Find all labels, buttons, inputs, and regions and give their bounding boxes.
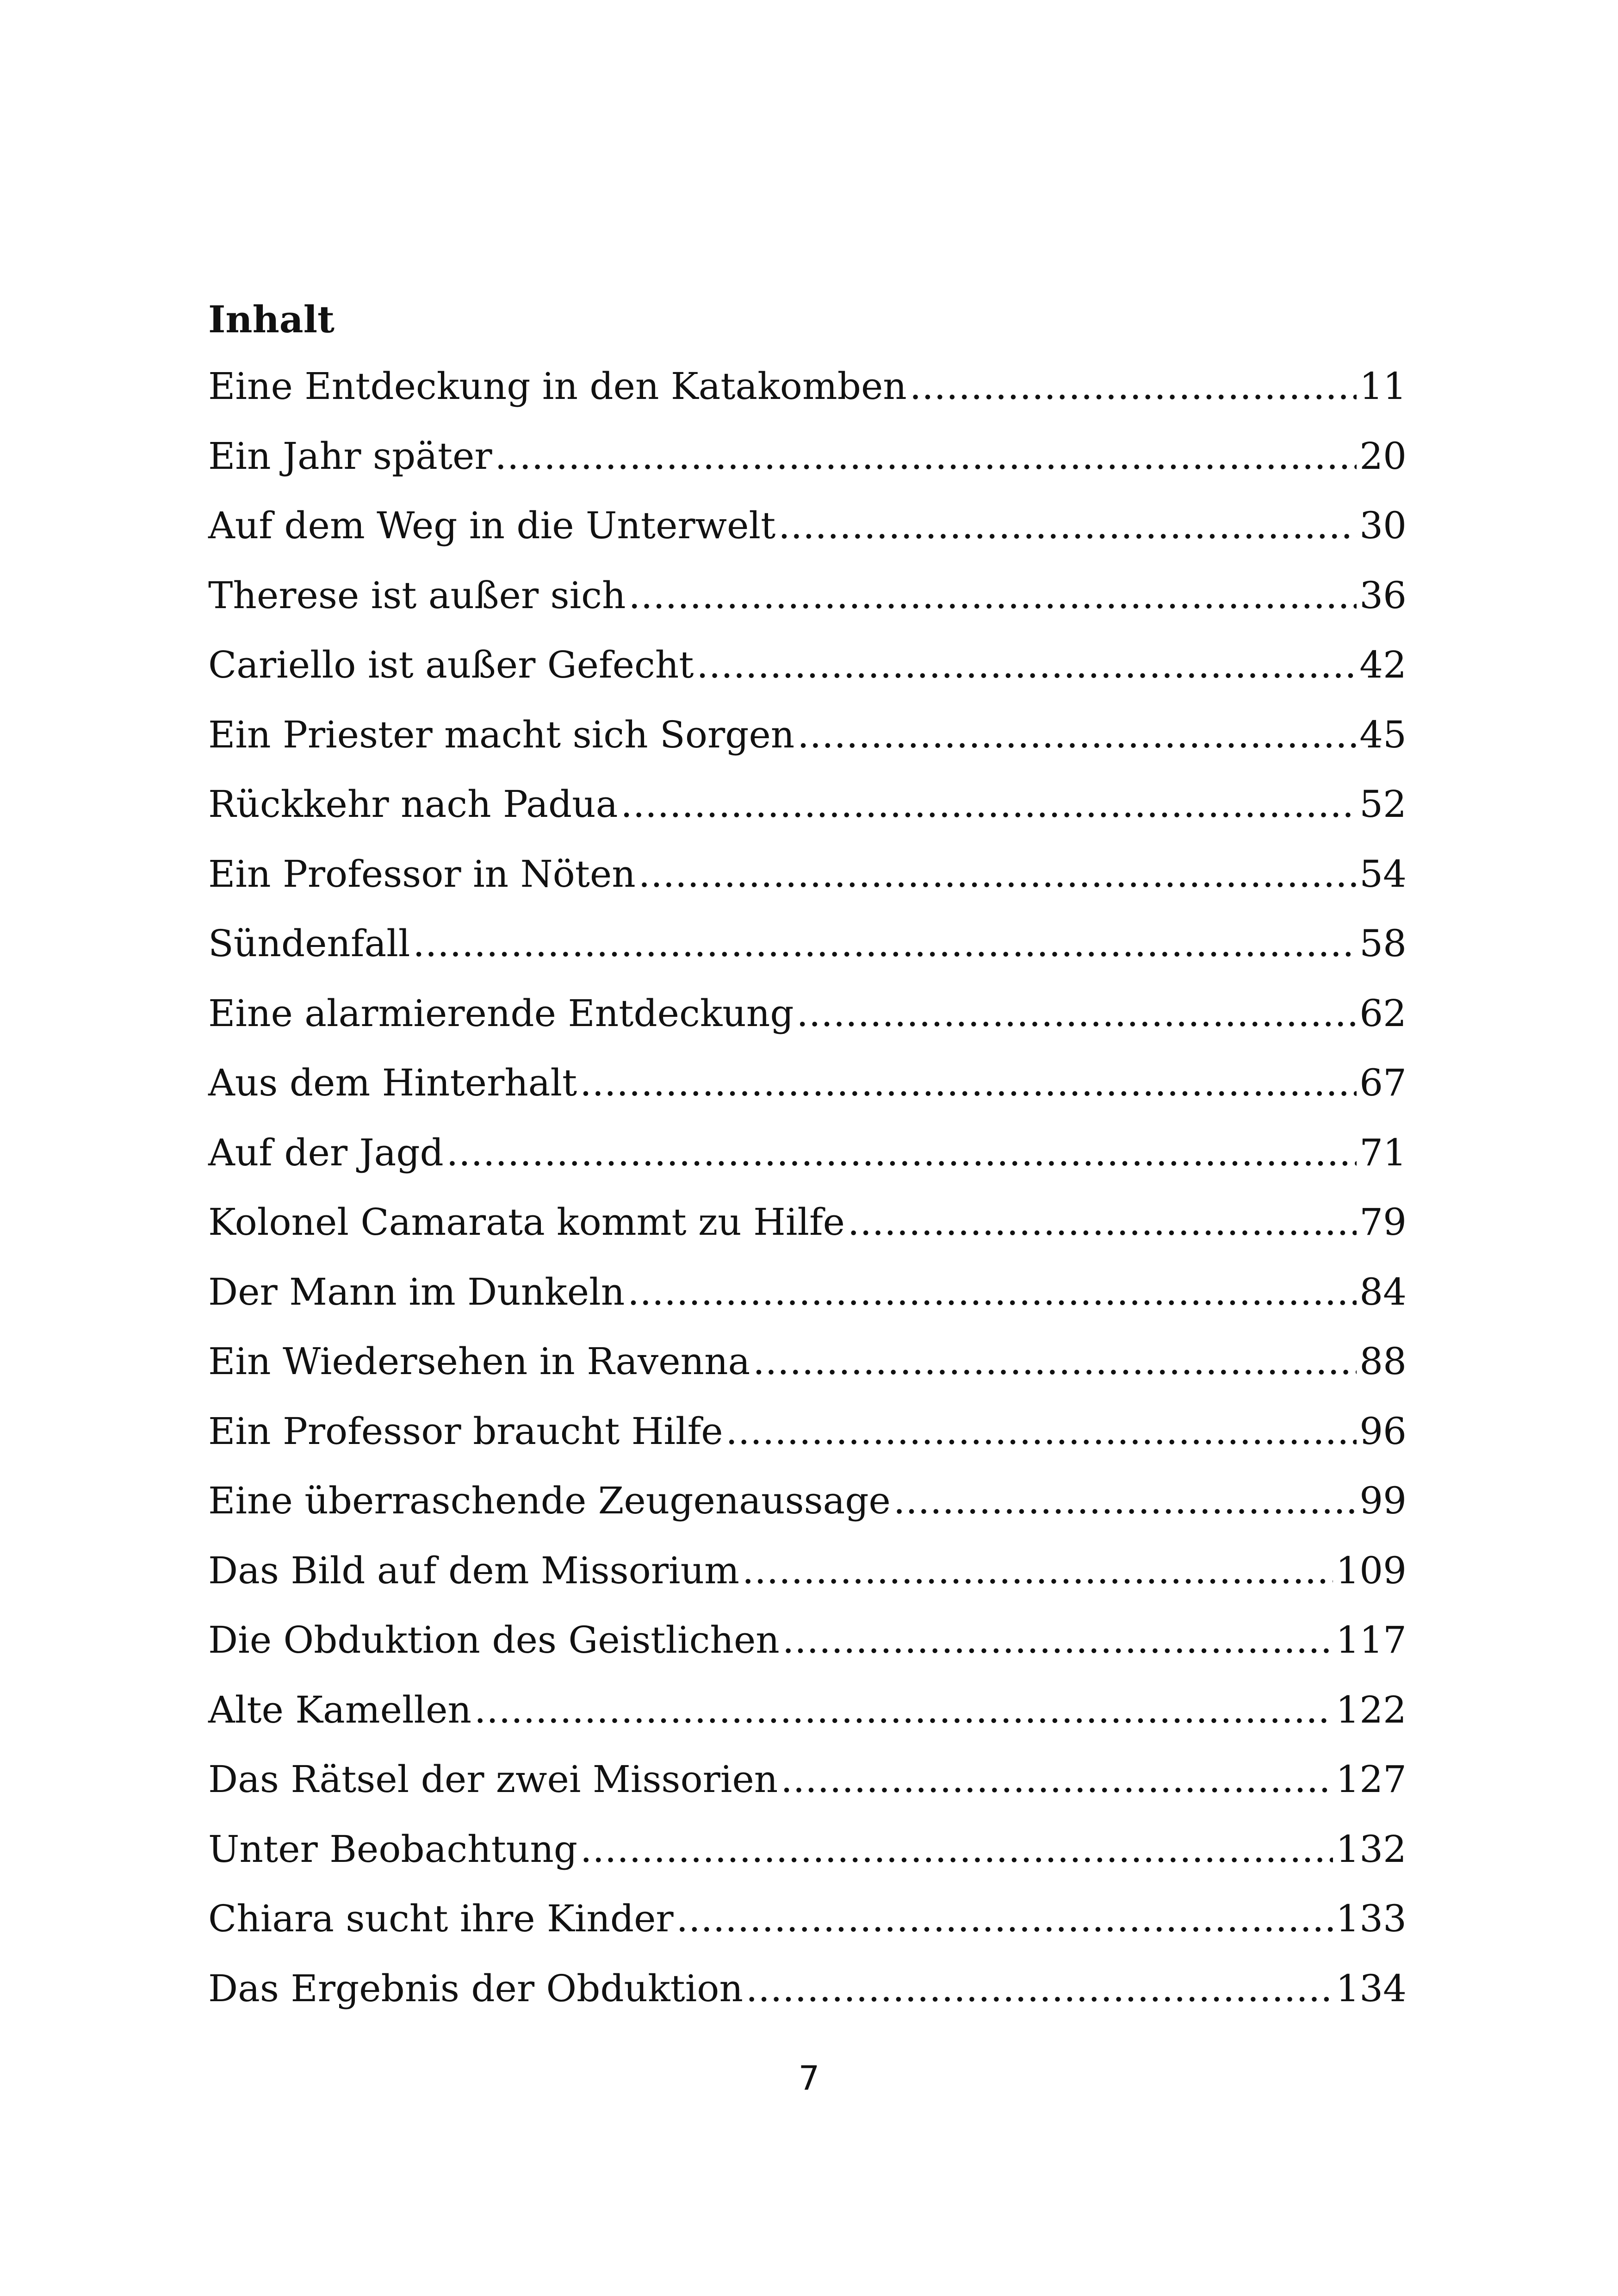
toc-entry: [208, 1188, 1407, 1257]
toc-dot-leader: [782, 1605, 1333, 1675]
toc-dot-leader: [797, 979, 1357, 1049]
toc-entry-page: 11: [1359, 365, 1407, 408]
toc-dot-leader: [893, 1466, 1357, 1536]
toc-heading: Inhalt: [208, 298, 335, 341]
toc-entry-page: 79: [1359, 1201, 1407, 1244]
toc-entry-page: 71: [1359, 1131, 1407, 1174]
toc-entry-title: Auf dem Weg in die Unterwelt: [208, 504, 776, 547]
toc-dot-leader: [580, 1815, 1333, 1885]
toc-entry-title: Das Rätsel der zwei Missorien: [208, 1758, 778, 1801]
toc-entry: [208, 840, 1407, 909]
toc-entry: [208, 1815, 1407, 1885]
toc-dot-leader: [797, 700, 1357, 770]
toc-entry-page: 133: [1336, 1897, 1407, 1940]
toc-list: [208, 352, 1407, 2023]
toc-entry-title: Cariello ist außer Gefecht: [208, 643, 694, 686]
toc-entry-page: 132: [1336, 1827, 1407, 1871]
toc-entry-page: 52: [1359, 783, 1407, 826]
toc-entry-page: 54: [1359, 852, 1407, 896]
toc-entry-title: Unter Beobachtung: [208, 1827, 578, 1871]
toc-entry-title: Eine Entdeckung in den Katakomben: [208, 365, 907, 408]
toc-dot-leader: [446, 1118, 1357, 1188]
table-of-contents: [208, 287, 1407, 2023]
toc-dot-leader: [676, 1884, 1333, 1954]
toc-dot-leader: [474, 1675, 1333, 1745]
toc-entry: [208, 561, 1407, 631]
toc-entry-title: Der Mann im Dunkeln: [208, 1270, 625, 1313]
toc-entry-title: Kolonel Camarata kommt zu Hilfe: [208, 1201, 845, 1244]
toc-entry-title: Auf der Jagd: [208, 1131, 444, 1174]
toc-entry-title: Sündenfall: [208, 922, 410, 965]
toc-entry-title: Ein Professor in Nöten: [208, 852, 636, 896]
toc-entry: [208, 491, 1407, 561]
toc-entry: [208, 1954, 1407, 2024]
toc-entry-title: Ein Jahr später: [208, 434, 492, 478]
toc-entry-page: 127: [1336, 1758, 1407, 1801]
toc-entry-page: 122: [1336, 1688, 1407, 1731]
toc-dot-leader: [495, 422, 1357, 492]
toc-dot-leader: [726, 1397, 1357, 1467]
toc-entry-page: 58: [1359, 922, 1407, 965]
toc-entry-page: 84: [1359, 1270, 1407, 1313]
toc-entry-page: 99: [1359, 1479, 1407, 1522]
toc-entry-title: Die Obduktion des Geistlichen: [208, 1618, 780, 1661]
toc-entry-title: Aus dem Hinterhalt: [208, 1061, 577, 1104]
toc-entry-page: 42: [1359, 643, 1407, 686]
toc-entry-title: Eine überraschende Zeugenaussage: [208, 1479, 891, 1522]
toc-entry-page: 109: [1336, 1549, 1407, 1592]
toc-entry: [208, 1745, 1407, 1815]
toc-entry: [208, 1536, 1407, 1606]
toc-entry-title: Das Bild auf dem Missorium: [208, 1549, 740, 1592]
toc-entry: [208, 770, 1407, 840]
toc-dot-leader: [848, 1188, 1357, 1257]
toc-entry-page: 20: [1359, 434, 1407, 478]
toc-dot-leader: [639, 840, 1357, 909]
toc-entry: [208, 422, 1407, 492]
toc-entry-title: Alte Kamellen: [208, 1688, 471, 1731]
toc-entry: [208, 1884, 1407, 1954]
toc-entry: [208, 1048, 1407, 1118]
toc-entry-title: Eine alarmierende Entdeckung: [208, 991, 794, 1035]
toc-entry-page: 117: [1336, 1618, 1407, 1661]
toc-entry-title: Rückkehr nach Padua: [208, 783, 618, 826]
toc-entry-page: 88: [1359, 1340, 1407, 1383]
toc-entry-page: 62: [1359, 991, 1407, 1035]
toc-entry-title: Ein Wiedersehen in Ravenna: [208, 1340, 750, 1383]
page-number: 7: [798, 2059, 820, 2097]
toc-entry: [208, 979, 1407, 1049]
toc-entry-title: Therese ist außer sich: [208, 573, 626, 617]
toc-entry: [208, 700, 1407, 770]
toc-dot-leader: [629, 561, 1357, 631]
toc-entry: [208, 1605, 1407, 1675]
toc-entry-title: Ein Professor braucht Hilfe: [208, 1409, 723, 1453]
toc-dot-leader: [627, 1257, 1357, 1327]
toc-dot-leader: [910, 352, 1357, 422]
toc-entry: [208, 1118, 1407, 1188]
toc-dot-leader: [742, 1536, 1333, 1606]
toc-entry: [208, 909, 1407, 979]
toc-entry: [208, 630, 1407, 700]
toc-dot-leader: [580, 1048, 1357, 1118]
toc-entry-page: 96: [1359, 1409, 1407, 1453]
toc-dot-leader: [696, 630, 1357, 700]
toc-entry: [208, 1257, 1407, 1327]
toc-dot-leader: [413, 909, 1357, 979]
toc-entry-page: 30: [1359, 504, 1407, 547]
toc-entry: [208, 1327, 1407, 1397]
toc-entry-page: 36: [1359, 573, 1407, 617]
toc-dot-leader: [620, 770, 1357, 840]
toc-dot-leader: [753, 1327, 1357, 1397]
toc-entry-title: Das Ergebnis der Obduktion: [208, 1966, 743, 2010]
toc-entry: [208, 1675, 1407, 1745]
toc-dot-leader: [781, 1745, 1333, 1815]
toc-entry: [208, 352, 1407, 422]
toc-entry-page: 45: [1359, 713, 1407, 756]
toc-entry-title: Ein Priester macht sich Sorgen: [208, 713, 795, 756]
toc-entry-title: Chiara sucht ihre Kinder: [208, 1897, 674, 1940]
toc-dot-leader: [778, 491, 1357, 561]
toc-entry-page: 67: [1359, 1061, 1407, 1104]
toc-entry-page: 134: [1336, 1966, 1407, 2010]
toc-dot-leader: [746, 1954, 1333, 2024]
toc-entry: [208, 1397, 1407, 1467]
toc-entry: [208, 1466, 1407, 1536]
